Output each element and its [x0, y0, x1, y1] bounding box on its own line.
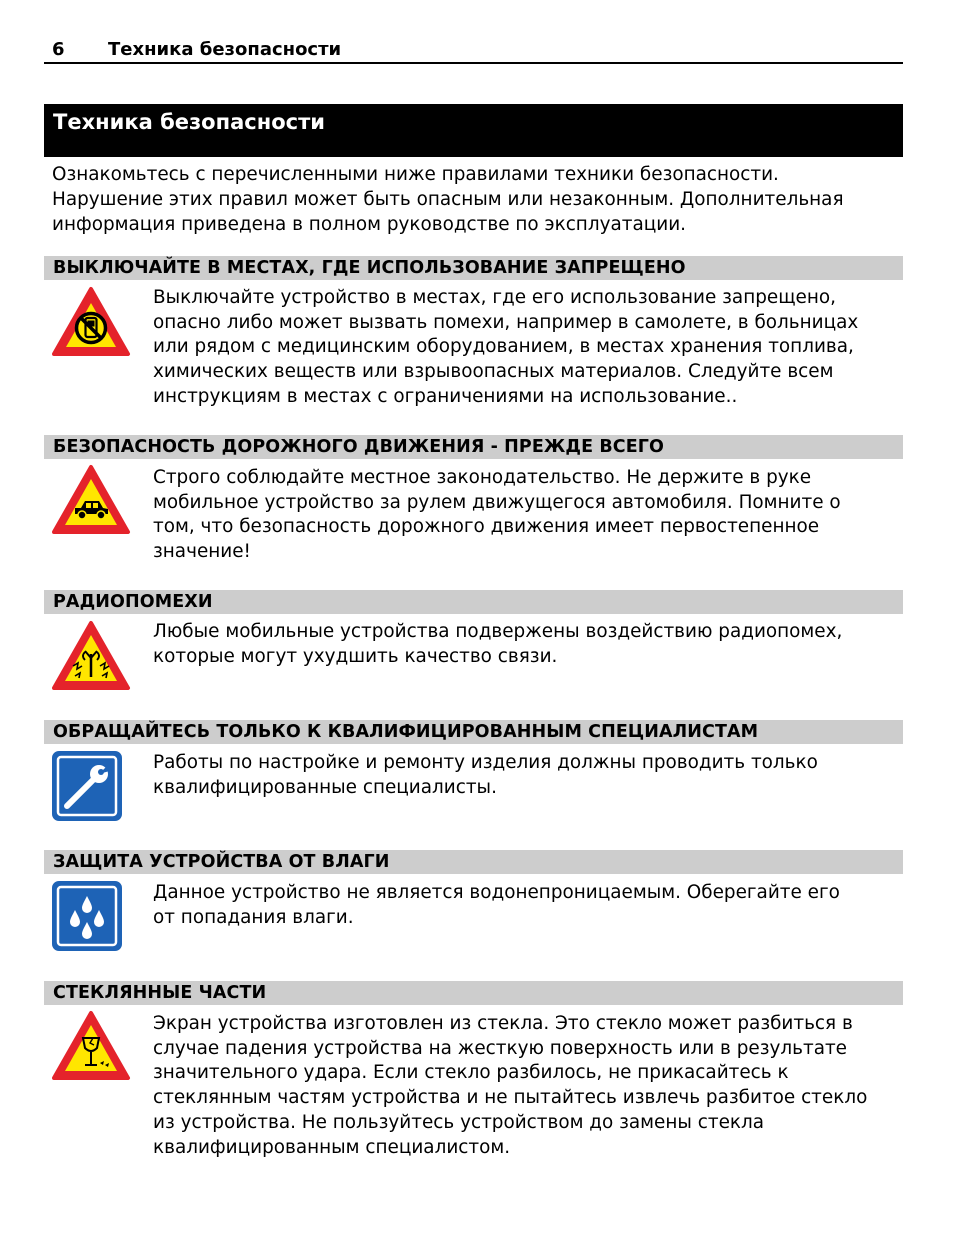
rule-body-line: от попадания влаги.: [153, 906, 354, 928]
rule-title-bar: [44, 850, 903, 874]
rule-body-line: случае падения устройства на жесткую поверхность или в результате: [153, 1037, 847, 1059]
rule-body: [153, 466, 903, 565]
rule-body-line: Данное устройство не является водонепроницаемым. Оберегайте его: [153, 882, 840, 903]
intro-line: Нарушение этих правил может быть опасным или незаконным. Дополнительная: [52, 189, 844, 210]
rule-body-line: квалифицированные специалисты.: [153, 776, 497, 798]
rule-body: [153, 1012, 903, 1160]
rule-title-bar: [44, 720, 903, 744]
rule-title: ВЫКЛЮЧАЙТЕ В МЕСТАХ, ГДЕ ИСПОЛЬЗОВАНИЕ ЗАПРЕЩЕНО: [53, 258, 686, 278]
rule-title: РАДИОПОМЕХИ: [53, 592, 213, 612]
rule-body: [153, 751, 903, 800]
section-title-banner: [44, 104, 903, 157]
rule-body-line: или рядом с медицинским оборудованием, в местах хранения топлива,: [153, 336, 854, 358]
intro-paragraph: [52, 162, 902, 237]
rule-body-line: Экран устройства изготовлен из стекла. Это стекло может разбиться в: [153, 1013, 853, 1034]
rule-title-bar: [44, 435, 903, 459]
page-header: [44, 38, 903, 64]
rule-body-line: Любые мобильные устройства подвержены воздействию радиопомех,: [153, 621, 843, 642]
interference-warning-icon: [51, 620, 121, 692]
rule-body-line: инструкциям в местах с ограничениями на использование..: [153, 385, 738, 407]
rule-title: ОБРАЩАЙТЕСЬ ТОЛЬКО К КВАЛИФИЦИРОВАННЫМ СПЕЦИАЛИСТАМ: [53, 722, 759, 742]
rule-body: [153, 620, 903, 669]
rule-title-bar: [44, 981, 903, 1005]
rule-body-line: стеклянным частям устройства и не пытайтесь извлечь разбитое стекло: [153, 1087, 868, 1109]
rule-body-line: которые могут ухудшить качество связи.: [153, 645, 558, 667]
rule-title: СТЕКЛЯННЫЕ ЧАСТИ: [53, 983, 267, 1003]
rule-body-line: квалифицированным специалистом.: [153, 1136, 511, 1158]
broken-glass-warning-icon: [51, 1010, 121, 1082]
section-title: Техника безопасности: [53, 110, 326, 134]
rule-body-line: значительного удара. Если стекло разбилось, не прикасайтесь к: [153, 1062, 789, 1084]
rule-body-line: значение!: [153, 541, 251, 563]
rule-body-line: Выключайте устройство в местах, где его использование запрещено,: [153, 287, 836, 308]
wrench-service-icon: [51, 750, 121, 822]
rule-body-line: том, что безопасность дорожного движения имеет первостепенное: [153, 516, 820, 538]
rule-body-line: Строго соблюдайте местное законодательство. Не держите в руке: [153, 467, 812, 488]
phone-prohibited-icon: [51, 286, 121, 358]
rule-title: БЕЗОПАСНОСТЬ ДОРОЖНОГО ДВИЖЕНИЯ - ПРЕЖДЕ ВСЕГО: [53, 437, 665, 457]
rule-body-line: химических веществ или взрывоопасных материалов. Следуйте всем: [153, 361, 834, 383]
page-number: 6: [52, 39, 65, 60]
rule-body-line: из устройства. Не пользуйтесь устройством до замены стекла: [153, 1111, 765, 1133]
intro-line: информация приведена в полном руководстве по эксплуатации.: [52, 214, 686, 235]
running-header-title: Техника безопасности: [108, 39, 342, 60]
rule-body-line: Работы по настройке и ремонту изделия должны проводить только: [153, 752, 818, 773]
rule-title-bar: [44, 590, 903, 614]
rule-body-line: опасно либо может вызвать помехи, например в самолете, в больницах: [153, 311, 859, 333]
car-warning-icon: [51, 464, 121, 536]
rule-title: ЗАЩИТА УСТРОЙСТВА ОТ ВЛАГИ: [53, 852, 390, 872]
rule-body: [153, 881, 903, 930]
rule-body: [153, 286, 903, 410]
rule-title-bar: [44, 256, 903, 280]
intro-line: Ознакомьтесь с перечисленными ниже правилами техники безопасности.: [52, 164, 779, 185]
rule-body-line: мобильное устройство за рулем движущегося автомобиля. Помните о: [153, 491, 841, 513]
water-drops-icon: [51, 880, 121, 952]
